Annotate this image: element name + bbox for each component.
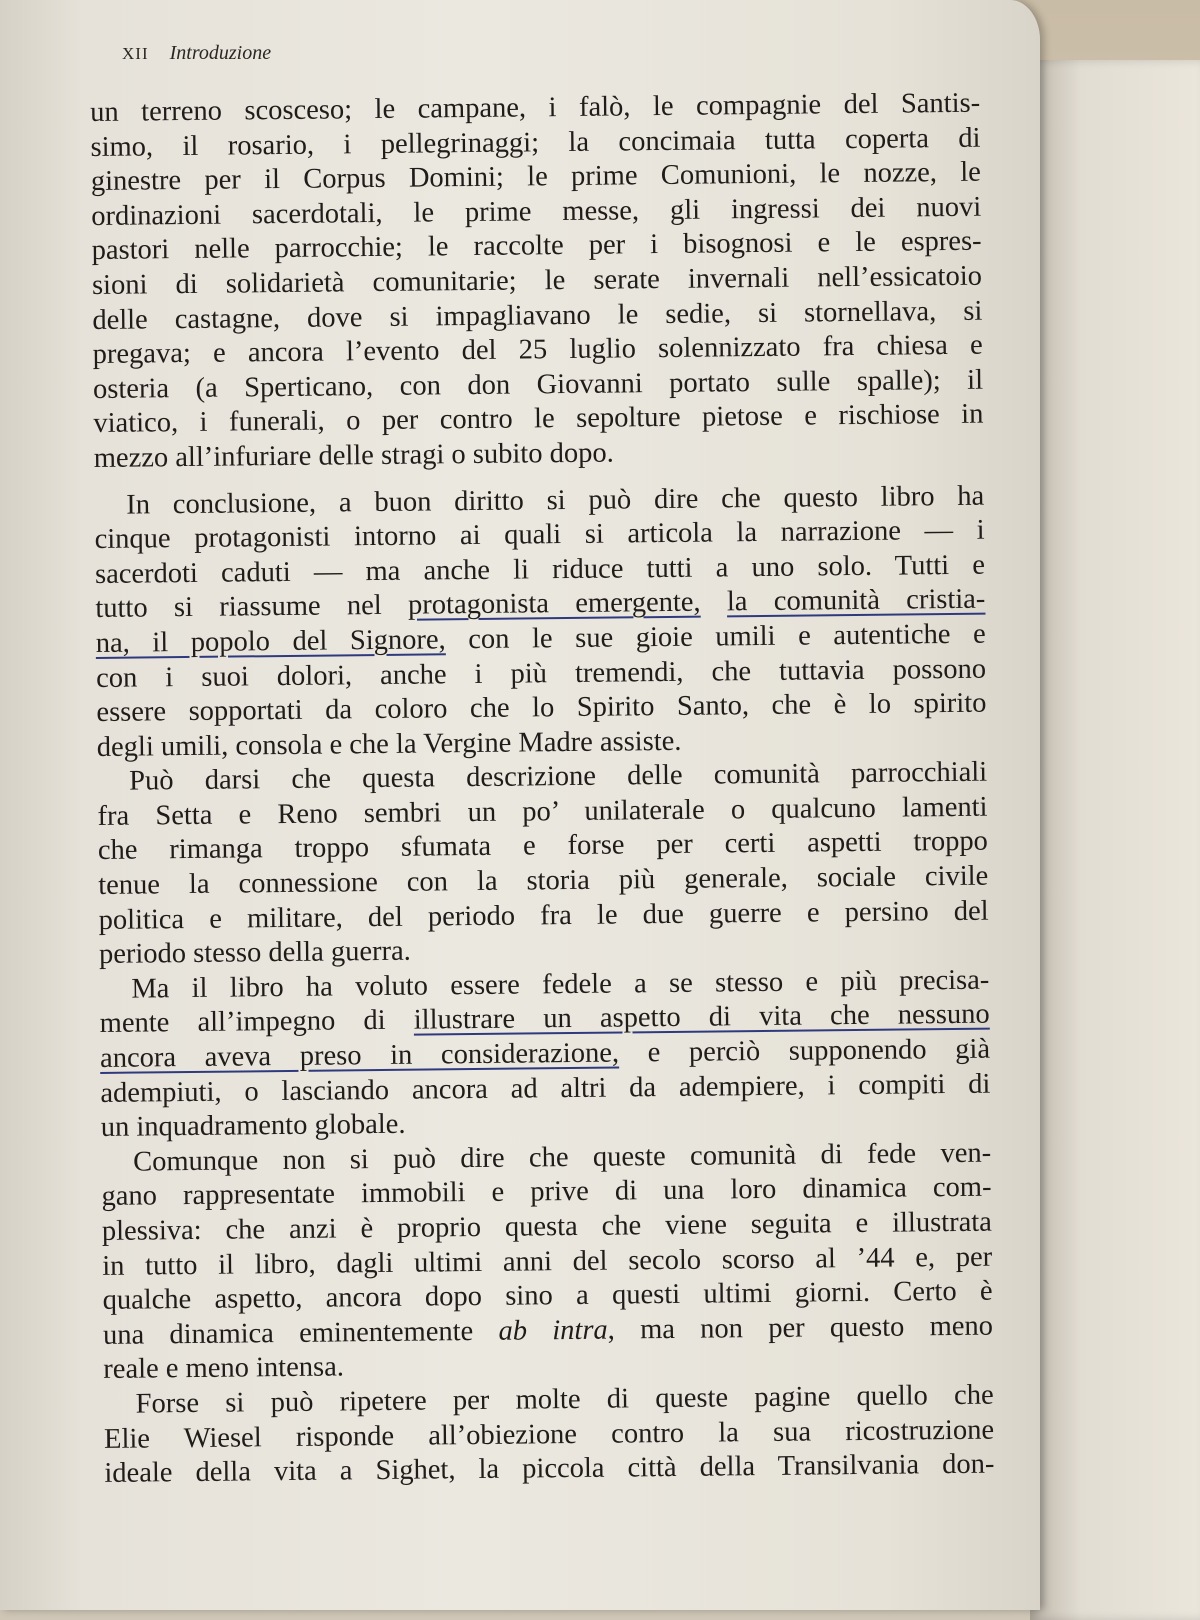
text-line: in tutto il libro, dagli ultimi anni del secolo scorso al ’44 e, per [102,1241,993,1282]
paragraph-3 [97,756,989,973]
next-page-edge [1030,60,1200,1620]
text-line: ordinazioni sacerdotali, le prime messe, gli ingressi dei nuovi [91,191,982,232]
text-line: sacerdoti caduti — ma anche li riduce tutti a uno solo. Tutti e [94,549,986,590]
text-span: una dinamica eminentemente [102,1315,499,1351]
text-line: gano rappresentate immobili e prive di una loro dinamica com- [101,1172,992,1213]
text-line: In conclusione, a buon diritto si può dire che questo libro ha [126,480,985,521]
text-line: viatico, i funerali, o per contro le sepolture pietose e rischiose in [93,399,984,440]
paragraph-6 [104,1379,995,1492]
text-span: tutto si riassume nel [95,590,409,625]
text-line: delle castagne, dove si impagliavano le sedie, si stornellava, si [92,295,983,336]
text-span: e perciò supponendo già [618,1033,991,1069]
page-number: XII [122,44,149,63]
text-line: essere sopportati da coloro che lo Spirito Santo, che è lo spirito [96,687,987,729]
text-line: reale e meno intensa. [103,1351,345,1386]
text-line: degli umili, consola e che la Vergine Madre assiste. [96,725,682,763]
italic-phrase: ab intra [498,1314,608,1347]
paragraph-4 [99,963,991,1145]
text-line: ginestre per il Corpus Domini; le prime Comunioni, le nozze, le [90,156,982,198]
text-line: un terreno scosceso; le campane, i falò, le compagnie del Santis- [90,87,981,128]
text-line: un inquadramento globale. [100,1108,406,1144]
text-line: che rimanga troppo sfumata e forse per certi aspetti troppo [97,826,989,867]
paragraph-1 [90,87,984,477]
text-line: periodo stesso della guerra. [98,935,411,971]
underlined-phrase: la comunità cristia- [726,583,986,618]
text-line: fra Setta e Reno sembri un po’ unilaterale o qualcuno lamenti [97,791,988,832]
text-line: ideale della vita a Sighet, la piccola città della Transilvania don- [104,1448,995,1490]
text-line: simo, il rosario, i pellegrinaggi; la concimaia tutta coperta di [90,122,981,163]
text-line: osteria (a Sperticano, con don Giovanni portato sulle spalle); il [92,364,984,405]
text-span: , ma non per questo meno [607,1310,994,1346]
underlined-phrase: ancora aveva preso in considerazione, [99,1037,620,1074]
text-line: adempiuti, o lasciando ancora ad altri da adempiere, i compiti di [100,1068,991,1109]
text-line: tenue la connessione con la storia più generale, sociale civile [98,860,989,902]
text-span: mente all’impegno di [99,1005,414,1040]
text-line: pregava; e ancora l’evento del 25 luglio solennizzato fra chiesa e [92,329,983,371]
underlined-phrase: protagonista emergente, [407,586,701,622]
underlined-phrase: illustrare un aspetto di vita che nessuno [413,999,990,1037]
text-span: con le sue gioie umili e autentiche e [445,618,986,656]
text-line: Elie Wiesel risponde all’obiezione contro la sua ricostruzione [103,1414,995,1455]
text-line: politica e militare, del periodo fra le due guerre e persino del [98,895,989,936]
text-line: Ma il libro ha voluto essere fedele a se stesso e più precisa- [131,964,990,1005]
text-line: mezzo all’infuriare delle stragi o subito dopo. [93,437,614,474]
text-line: sioni di solidarietà comunitarie; le serate invernali nell’essicatoio [91,260,983,301]
paragraph-2 [94,479,987,765]
text-line: plessiva: che anzi è proprio questa che viene seguita e illustrata [101,1206,993,1247]
body-text [90,87,995,1492]
running-title: Introduzione [169,42,272,64]
text-line: con i suoi dolori, anche i più tremendi, che tuttavia possono [95,653,987,694]
text-span [700,587,727,618]
text-line: Comunque non si può dire che queste comunità di fede ven- [133,1137,992,1178]
paragraph-5 [101,1136,993,1387]
text-line: pastori nelle parrocchie; le raccolte per i bisognosi e le espres- [91,226,982,267]
text-line: qualche aspetto, ancora dopo sino a questi ultimi giorni. Certo è [102,1275,993,1317]
running-head [122,42,271,65]
text-line: Può darsi che questa descrizione delle comunità parrocchiali [129,756,988,797]
underlined-phrase: na, il popolo del Signore, [95,624,446,659]
text-line: Forse si può ripetere per molte di queste pagine quello che [135,1379,994,1420]
text-line: cinque protagonisti intorno ai quali si articola la narrazione — i [94,514,985,556]
